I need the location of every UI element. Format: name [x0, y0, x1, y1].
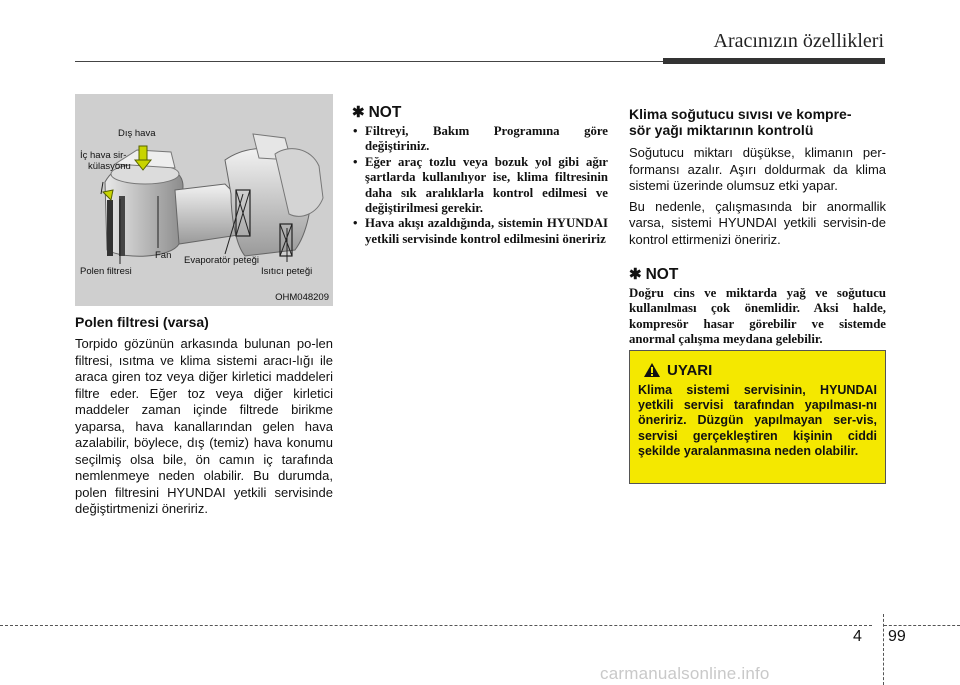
figure-code: OHM048209: [275, 292, 329, 303]
warning-triangle-icon: [643, 362, 661, 378]
label-recirc-line1: İç hava sir-: [80, 150, 127, 161]
footer-divider: [883, 614, 884, 685]
warning-title: UYARI: [667, 361, 713, 379]
page-header-title: Aracınızın özellikleri: [713, 30, 884, 52]
note-heading: [352, 104, 608, 122]
footer-rule-right: [884, 625, 960, 626]
refrigerant-heading-line1: Klima soğutucu sıvısı ve kompre-: [629, 106, 852, 122]
pollen-filter-body: Torpido gözünün arkasında bulunan po-len filtresi, ısıtma ve klima sistemi aracı-lığı ile araca giren toz veya diğer kirletici maddeleri filtre eder. Eğer toz veya diğer kirletici maddeler zaman içinde filtrede birikme yaparsa, hava kanallarından gelen hava azalabilir, böylece, dış (temiz) hava konumu seçilmiş olsa bile, ön camın iç tarafında nemlenmeye neden olabilir. Bu durumda, polen filtresini HYUNDAI yetkili servisinde değiştirtmenizi öneririz.: [75, 336, 333, 516]
page-number: 99: [888, 628, 906, 645]
refrigerant-para-2: Bu nedenle, çalışmasında bir anormallik varsa, sistemi HYUNDAI yetkili servisin-de kontrol ettirmenizi öneririz.: [629, 198, 886, 247]
refrigerant-heading-line2: sör yağı miktarının kontrolü: [629, 122, 814, 138]
label-pollen-filter: Polen filtresi: [80, 266, 132, 277]
list-item: • Eğer araç tozlu veya bozuk yol gibi ağır şartlarda kullanılıyor ise, klima filtresinin daha sık aralıklarla kontrol edilmesi ve değiştirilmesi gerekir.: [352, 155, 608, 217]
note-bullet-list: [352, 124, 608, 247]
refrigerant-para-1: Soğutucu miktarı düşükse, klimanın per-formansı azalır. Aşırı doldurmak da klima sistemi üzerinde olumsuz etki yapar.: [629, 145, 886, 193]
note-heading: [629, 266, 886, 284]
list-item: • Hava akışı azaldığında, sistemin HYUNDAI yetkili servisinde kontrol edilmesini öneririz: [352, 216, 608, 247]
label-heater-core: Isıtıcı peteği: [261, 266, 313, 277]
note-title: NOT: [645, 266, 679, 283]
warning-heading: [643, 359, 877, 381]
chapter-number: 4: [853, 628, 862, 645]
list-item: • Filtreyi, Bakım Programına göre değiştiriniz.: [352, 124, 608, 155]
watermark: carmanualsonline.info: [600, 664, 770, 683]
warning-body: Klima sistemi servisinin, HYUNDAI yetkili servisi tarafından yapılması-nı öneririz. Düzgün yapılmayan ser-vis, servisi gerçekleştiren kişinin ciddi şekilde yaralanmasına neden olabilir.: [638, 383, 877, 458]
label-evaporator: Evaporatör peteği: [184, 255, 259, 266]
header-rule-accent: [663, 58, 885, 64]
column-right: [629, 106, 886, 348]
column-middle: [352, 104, 608, 247]
label-recirc-line2: külasyonu: [88, 161, 131, 172]
label-fan: Fan: [155, 250, 172, 261]
label-outside-air: Dış hava: [118, 128, 156, 139]
warning-box: [629, 350, 886, 484]
asterisk-icon: ✱: [352, 104, 365, 121]
asterisk-icon: ✱: [629, 266, 642, 283]
note-title: NOT: [368, 104, 402, 121]
column-left: [75, 94, 333, 518]
note-body: Doğru cins ve miktarda yağ ve soğutucu kullanılması çok önemlidir. Aksi halde, kompresör hasar görebilir ve sistemde anormal çalışma meydana gelebilir.: [629, 286, 886, 347]
hvac-diagram: [75, 94, 333, 306]
pollen-filter-heading: Polen filtresi (varsa): [75, 314, 209, 330]
header-rule: [75, 61, 663, 62]
footer-rule: [0, 625, 872, 626]
